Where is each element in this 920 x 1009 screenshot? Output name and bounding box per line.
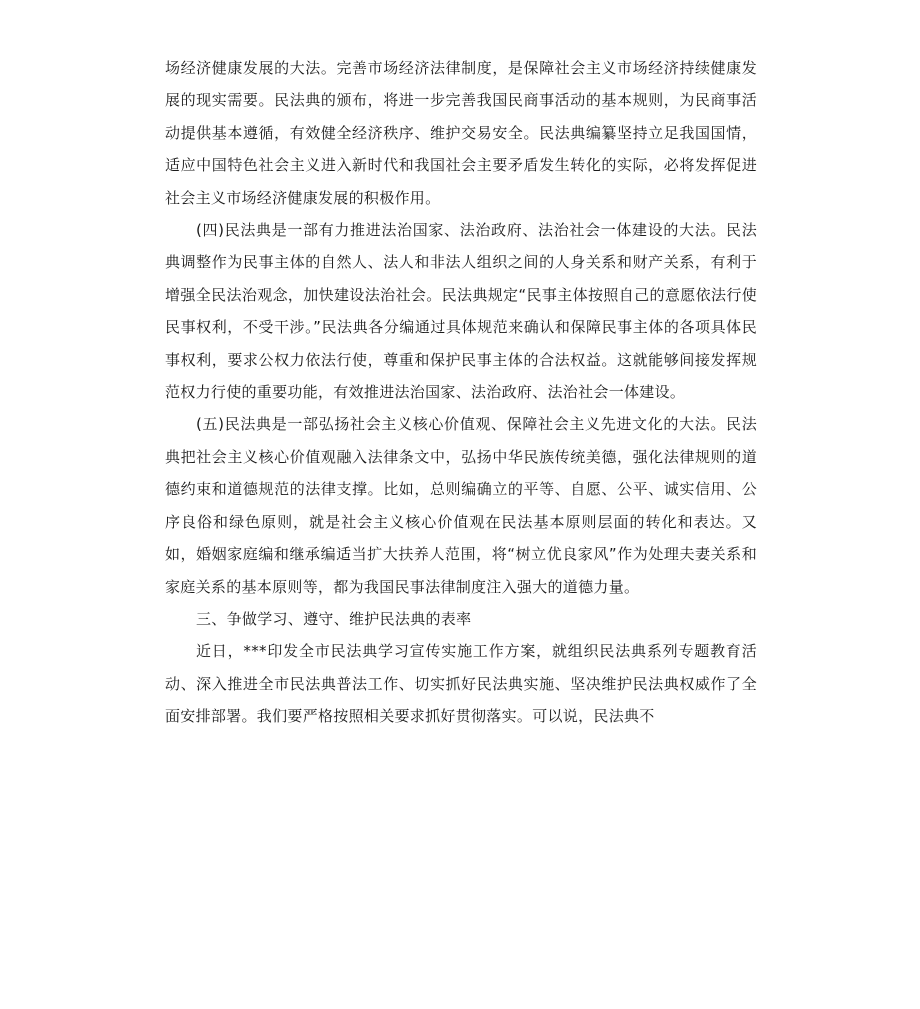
section-heading: 三、争做学习、遵守、维护民法典的表率 bbox=[196, 609, 472, 628]
paragraph-market-economy: 场经济健康发展的大法。完善市场经济法律制度，是保障社会主义市场经济持续健康发展的现实需要。民法典的颁布，将进一步完善我国民商事活动的基本规则，为民商事活动提供基本遵循，有效健全经济秩序、维护交易安全。民法典编纂坚持立足我国国情，适应中国特色社会主义进入新时代和我国社会主要矛盾发生转化的实际，必将发挥促进社会主义市场经济健康发展的积极作用。 bbox=[165, 59, 757, 207]
paragraph-core-values: (五)民法典是一部弘扬社会主义核心价值观、保障社会主义先进文化的大法。民法典把社会主义核心价值观融入法律条文中，弘扬中华民族传统美德，强化法律规则的道德约束和道德规范的法律支撑。比如，总则编确立的平等、自愿、公平、诚实信用、公序良俗和绿色原则，就是社会主义核心价值观在民法基本原则层面的转化和表达。又如，婚姻家庭编和继承编适当扩大扶养人范围，将“树立优良家风”作为处理夫妻关系和家庭关系的基本原则等，都为我国民事法律制度注入强大的道德力量。 bbox=[165, 415, 757, 596]
paragraph-implementation: 近日，***印发全市民法典学习宣传实施工作方案，就组织民法典系列专题教育活动、深入推进全市民法典普法工作、切实抓好民法典实施、坚决维护民法典权威作了全面安排部署。我们要严格按照相关要求抓好贯彻落实。可以说，民法典不 bbox=[165, 642, 757, 726]
paragraph-rule-of-law: (四)民法典是一部有力推进法治国家、法治政府、法治社会一体建设的大法。民法典调整作为民事主体的自然人、法人和非法人组织之间的人身关系和财产关系，有利于增强全民法治观念，加快建设法治社会。民法典规定“民事主体按照自己的意愿依法行使民事权利，不受干涉。”民法典各分编通过具体规范来确认和保障民事主体的各项具体民事权利，要求公权力依法行使，尊重和保护民事主体的合法权益。这就能够间接发挥规范权力行使的重要功能，有效推进法治国家、法治政府、法治社会一体建设。 bbox=[165, 221, 757, 402]
document-page bbox=[165, 52, 757, 733]
